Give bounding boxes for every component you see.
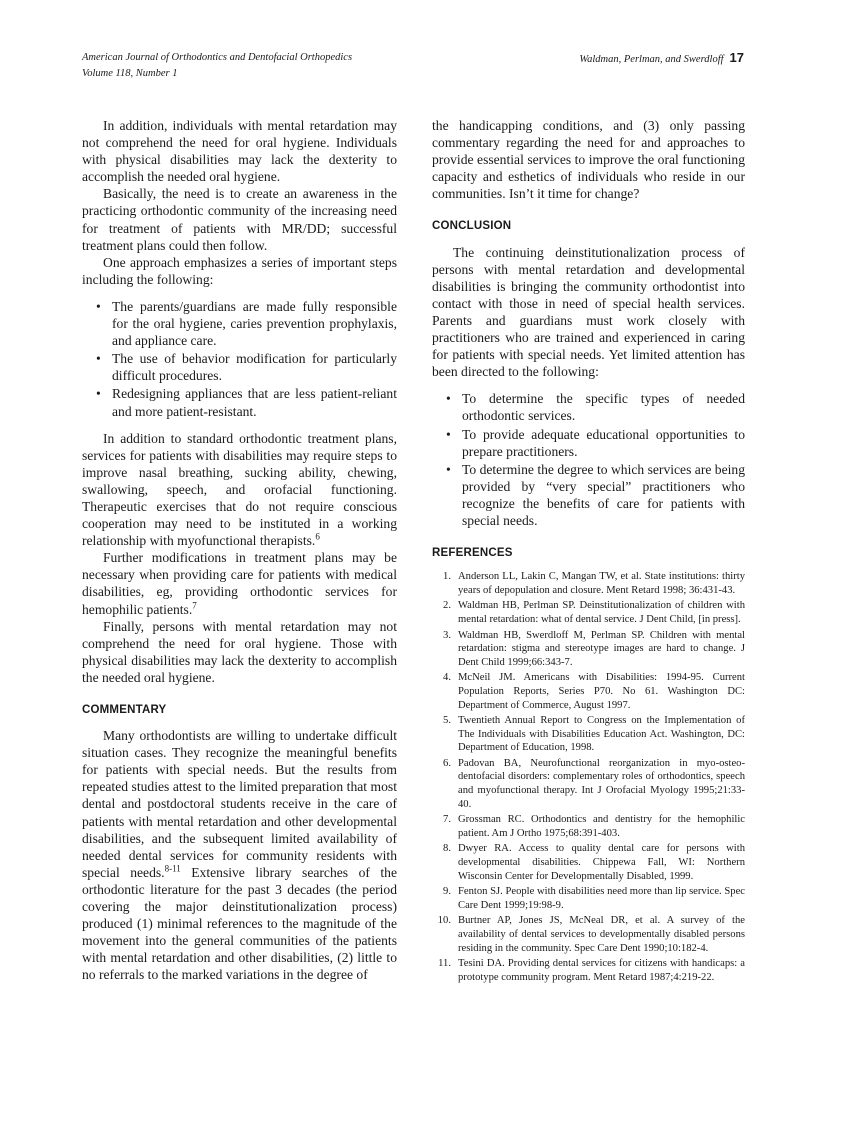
- journal-title: American Journal of Orthodontics and Dentofacial Orthopedics: [82, 52, 353, 63]
- bullet-list: [82, 298, 397, 420]
- reference-text: Grossman RC. Orthodontics and dentistry for the hemophilic patient. Am J Ortho 1975;68:391-403.: [458, 814, 745, 839]
- reference-number: 1.: [443, 571, 451, 583]
- reference-text: Dwyer RA. Access to quality dental care for persons with developmental disabilities. Chippewa Fall, WI: Northern Wisconsin Center for Developmentally Disabled, 1999.: [458, 843, 745, 882]
- paragraph-text: Further modifications in treatment plans may be necessary when providing care for patients with medical disabilities, eg, providing orthodontic services for hemophilic patients.: [82, 550, 397, 617]
- journal-volume: Volume 118, Number 1: [82, 68, 178, 79]
- citation: 6: [315, 531, 320, 542]
- section-heading-references: REFERENCES: [432, 547, 513, 560]
- running-header-left: [82, 50, 352, 82]
- list-item: • To determine the specific types of needed orthodontic services.: [432, 390, 745, 424]
- list-item: • To provide adequate educational opportunities to prepare practitioners.: [432, 426, 745, 460]
- list-item: • To determine the degree to which services are being provided by “very special” practitioners who recognize the benefits of care for patients with special needs.: [432, 461, 745, 529]
- reference-number: 7.: [443, 814, 451, 826]
- paragraph-text: Many orthodontists are willing to undertake difficult situation cases. They recognize the meaningful benefits for patients with special needs. But the results from repeated studies attest to the limited preparation that most dental and postdoctoral students receive in the care of patients with mental retardation and other developmental disabilities, and the subsequent limited availability of needed dental services for community residents with special needs.: [82, 728, 397, 880]
- reference-number: 3.: [443, 629, 451, 641]
- paragraph-text: Extensive library searches of the orthodontic literature for the past 3 decades (the period covering the major deinstitutionalization process) produced (1) minimal references to the magnitude of the movement into the general communities of the patients with mental retardation and other disabilities, (2) little to no referrals to the marked variations in the degree of: [82, 864, 397, 983]
- reference-number: 5.: [443, 715, 451, 727]
- paragraph: The continuing deinstitutionalization process of persons with mental retardation and developmental disabilities is bringing the community orthodontist into contact with those in need of special health services. Parents and guardians must work closely with practitioners who are trained and experienced in caring for patients with special needs. Yet limited attention has been directed to the following:: [432, 244, 745, 380]
- reference-item: [432, 671, 745, 712]
- paragraph: the handicapping conditions, and (3) only passing commentary regarding the need for and approaches to provide essential services to improve the oral functioning capacity and esthetics of individuals who reside in our communities. Isn’t it time for change?: [432, 118, 745, 202]
- reference-item: [432, 957, 745, 984]
- running-header-right: [579, 50, 744, 68]
- reference-text: Fenton SJ. People with disabilities need more than lip service. Spec Care Dent 1999;19:98-9.: [458, 886, 745, 911]
- list-item: • Redesigning appliances that are less patient-reliant and more patient-resistant.: [82, 385, 397, 419]
- reference-item: [432, 914, 745, 955]
- reference-item: [432, 570, 745, 597]
- section-heading-commentary: COMMENTARY: [82, 704, 167, 716]
- page-number: 17: [729, 50, 744, 65]
- reference-number: 6.: [443, 757, 451, 769]
- reference-number: 8.: [443, 843, 451, 855]
- reference-item: [432, 757, 745, 811]
- paragraph: One approach emphasizes a series of important steps including the following:: [82, 254, 397, 287]
- reference-text: Burtner AP, Jones JS, McNeal DR, et al. A survey of the availability of dental services to developmentally disabled persons residing in the community. Spec Care Dent 1990;10:182-4.: [458, 915, 745, 954]
- reference-text: Padovan BA, Neurofunctional reorganization in myo-osteo-dentofacial disorders: complementary roles of orthodontics, speech and myofunctional therapy. Int J Orofacial Myology 1995;21:33-40.: [458, 757, 745, 810]
- reference-item: [432, 842, 745, 883]
- reference-list: [432, 570, 745, 984]
- reference-text: Waldman HB, Perlman SP. Deinstitutionalization of children with mental retardation: what of dental service. J Dent Child, [in press].: [458, 600, 745, 625]
- reference-item: [432, 813, 745, 840]
- reference-text: Twentieth Annual Report to Congress on the Implementation of The Individuals with Disabilities Education Act. Washington, DC: Department of Education, 1998.: [458, 715, 745, 754]
- reference-item: [432, 714, 745, 755]
- paragraph: Finally, persons with mental retardation may not comprehend the need for oral hygiene. Those with physical disabilities may lack the dexterity to accomplish the needed oral hygiene.: [82, 618, 397, 685]
- left-column: [82, 117, 397, 984]
- right-column: [432, 117, 745, 986]
- reference-number: 2.: [443, 600, 451, 612]
- paragraph-text: In addition to standard orthodontic treatment plans, services for patients with disabilities may require steps to improve nasal breathing, sucking ability, chewing, swallowing, speech, and orofacial functioning. Therapeutic exercises that do not require conscious cooperation may need to be instituted in a working relationship with myofunctional therapists.: [82, 430, 397, 549]
- citation: 8-11: [164, 863, 181, 874]
- paragraph: Basically, the need is to create an awareness in the practicing orthodontic community of the increasing need for treatment of patients with MR/DD; successful treatment plans could then follow.: [82, 186, 397, 253]
- reference-text: Tesini DA. Providing dental services for citizens with handicaps: a prototype community program. Ment Retard 1987;4:219-22.: [458, 958, 745, 983]
- paragraph: [82, 549, 397, 617]
- list-item: • The parents/guardians are made fully responsible for the oral hygiene, caries prevention prophylaxis, and appliance care.: [82, 298, 397, 349]
- reference-item: [432, 599, 745, 626]
- reference-text: McNeil JM. Americans with Disabilities: 1994-95. Current Population Reports, Series P70. No 61. Washington DC: Department of Commerce, August 1997.: [458, 672, 745, 711]
- list-item: • The use of behavior modification for particularly difficult procedures.: [82, 350, 397, 384]
- reference-number: 11.: [438, 958, 451, 970]
- reference-text: Waldman HB, Swerdloff M, Perlman SP. Children with mental retardation: stigma and stereotype images are hard to change. J Dent Child 1999;66:343-7.: [458, 629, 745, 668]
- bullet-list: [432, 390, 745, 529]
- reference-item: [432, 629, 745, 670]
- reference-number: 10.: [437, 915, 451, 927]
- paragraph: [82, 430, 397, 550]
- reference-number: 4.: [443, 672, 451, 684]
- reference-item: [432, 885, 745, 912]
- reference-text: Anderson LL, Lakin C, Mangan TW, et al. State institutions: thirty years of depopulation and closure. Ment Retard 1998; 36:431-43.: [458, 571, 745, 596]
- section-heading-conclusion: CONCLUSION: [432, 220, 512, 233]
- reference-number: 9.: [443, 886, 451, 898]
- authors: Waldman, Perlman, and Swerdloff: [579, 54, 724, 65]
- citation: 7: [192, 600, 197, 610]
- paragraph: [82, 727, 397, 983]
- paragraph: In addition, individuals with mental retardation may not comprehend the need for oral hygiene. Individuals with physical disabilities may lack the dexterity to accomplish the needed oral hygiene.: [82, 118, 397, 185]
